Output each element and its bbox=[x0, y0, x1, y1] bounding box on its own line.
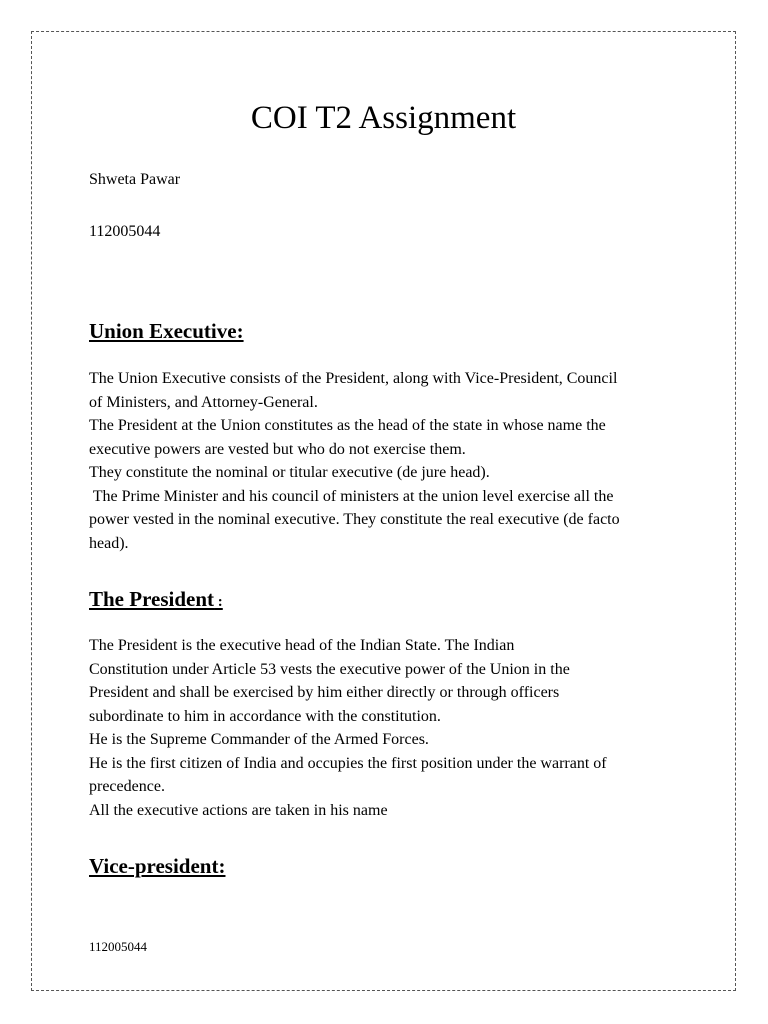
body-line: They constitute the nominal or titular executive (de jure head). bbox=[89, 464, 490, 481]
section-heading-union-executive bbox=[89, 318, 244, 347]
section-body-president bbox=[89, 634, 689, 822]
section-heading-text: The President bbox=[89, 587, 215, 611]
body-line: The President at the Union constitutes as the head of the state in whose name the bbox=[89, 417, 606, 434]
body-line: executive powers are vested but who do not exercise them. bbox=[89, 440, 466, 458]
body-line: The Union Executive consists of the President, along with Vice-President, Council bbox=[89, 370, 618, 387]
body-line: The President is the executive head of the Indian State. The Indian bbox=[89, 637, 515, 654]
body-line: All the executive actions are taken in his name bbox=[89, 801, 388, 819]
body-line: The Prime Minister and his council of ministers at the union level exercise all the bbox=[89, 487, 614, 505]
body-line: of Ministers, and Attorney-General. bbox=[89, 393, 318, 411]
body-line: head). bbox=[89, 534, 129, 552]
section-heading-vice-president bbox=[89, 853, 225, 882]
body-line: precedence. bbox=[89, 778, 165, 795]
body-line: power vested in the nominal executive. They constitute the real executive (de facto bbox=[89, 511, 620, 528]
student-id: 112005044 bbox=[89, 223, 161, 240]
body-line: subordinate to him in accordance with the constitution. bbox=[89, 707, 441, 725]
section-heading-text: Vice-president: bbox=[89, 854, 226, 878]
section-body-union-executive bbox=[89, 367, 689, 555]
author-name: Shweta Pawar bbox=[89, 171, 181, 188]
section-heading-text: Union Executive: bbox=[89, 319, 244, 343]
body-line: Constitution under Article 53 vests the executive power of the Union in the bbox=[89, 660, 570, 678]
body-line: President and shall be exercised by him either directly or through officers bbox=[89, 684, 560, 701]
page-footer: 112005044 bbox=[89, 939, 148, 954]
body-line: He is the first citizen of India and occupies the first position under the warrant of bbox=[89, 754, 607, 772]
section-heading-president bbox=[89, 586, 223, 615]
section-heading-suffix: : bbox=[214, 594, 223, 610]
body-line: He is the Supreme Commander of the Armed Forces. bbox=[89, 731, 429, 748]
document-title: COI T2 Assignment bbox=[250, 100, 517, 136]
